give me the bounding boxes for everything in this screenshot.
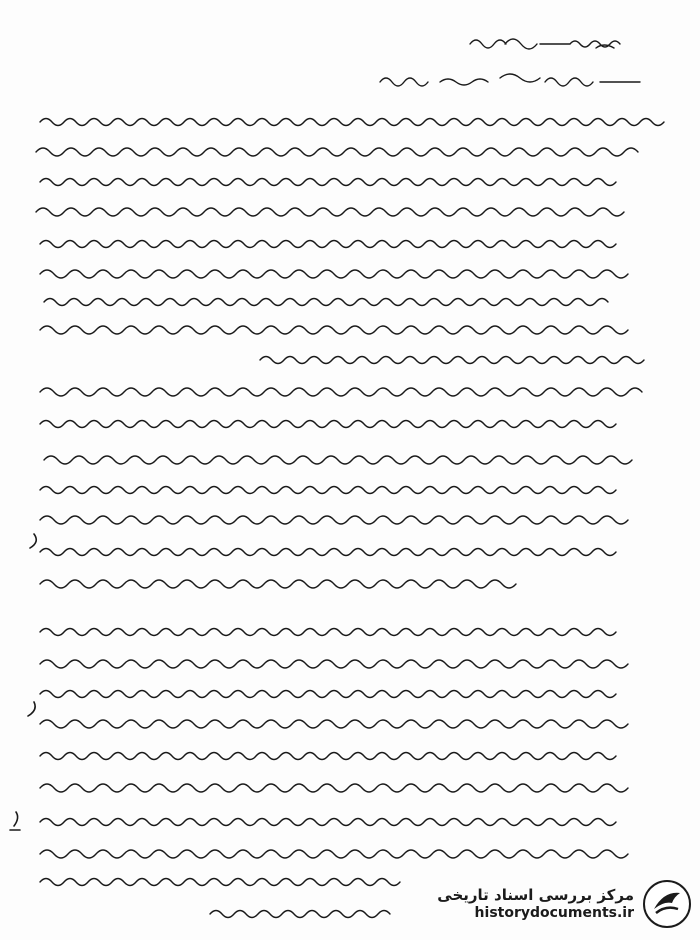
margin-mark [10, 812, 20, 830]
watermark-text [437, 887, 634, 920]
handwritten-body [36, 119, 664, 918]
handwritten-header-ref [380, 74, 640, 86]
watermark-url: historydocuments.ir [474, 904, 634, 921]
archive-logo-icon [642, 879, 692, 929]
watermark [392, 872, 692, 936]
watermark-title: مرکز بررسی اسناد تاریخی [437, 886, 634, 905]
handwritten-header-date [470, 39, 620, 49]
margin-mark [28, 534, 36, 716]
